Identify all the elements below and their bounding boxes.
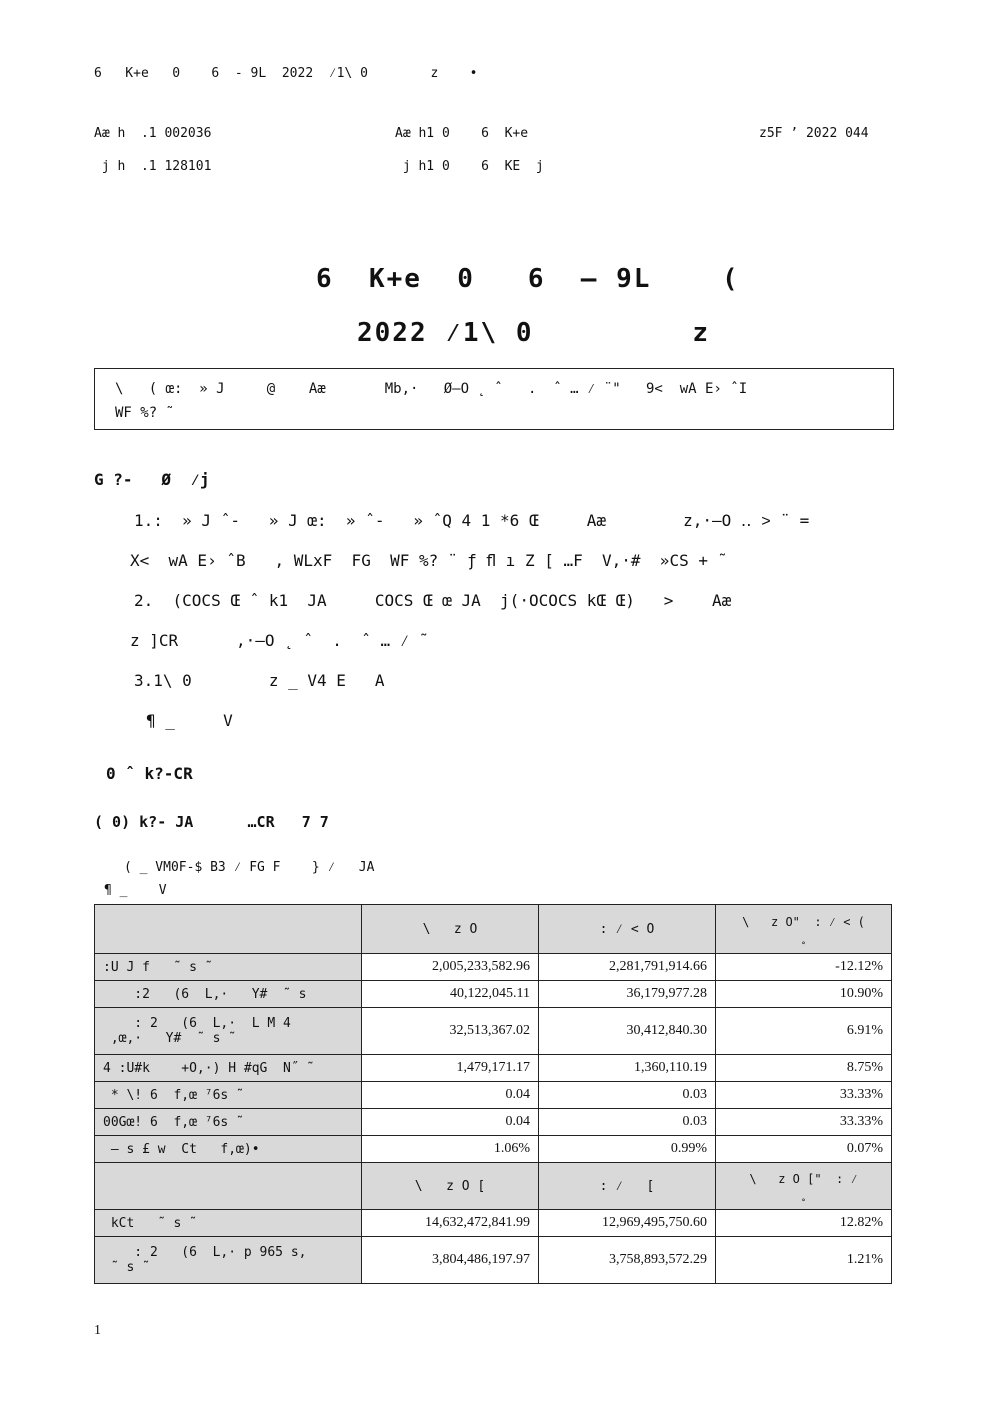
cell-change: 33.33% bbox=[716, 1082, 892, 1109]
cell-previous: 0.03 bbox=[539, 1109, 716, 1136]
cell-change: 1.21% bbox=[716, 1237, 892, 1284]
cell-previous: 30,412,840.30 bbox=[539, 1008, 716, 1055]
table-header-row bbox=[95, 905, 892, 954]
row-label: : 2 (6 L,· p 965 s, ˜ s ˜ bbox=[95, 1237, 362, 1284]
table-header-row bbox=[95, 1163, 892, 1210]
table-row bbox=[95, 954, 892, 981]
section2-heading: 0 ˆ k?-CR bbox=[106, 764, 193, 783]
document-title-line2: 2022 ⁄1\ 0 z bbox=[357, 318, 711, 348]
header-cell bbox=[95, 905, 362, 954]
stock-code-a: Aæ h .1 002036 bbox=[94, 126, 212, 141]
header-cell: \ z O bbox=[362, 905, 539, 954]
cell-current: 3,804,486,197.97 bbox=[362, 1237, 539, 1284]
section1-line: X< wA E› ˆB , WLxF FG WF %? ¨ ƒ ﬂ ı Z [ …F V,·# »CS + ˜ bbox=[130, 551, 728, 570]
table-note: ( _ VM0F-$ B3 ⁄ FG F } ⁄ JA bbox=[124, 860, 375, 875]
table-row bbox=[95, 1055, 892, 1082]
table-row bbox=[95, 1109, 892, 1136]
financial-table bbox=[94, 904, 892, 1284]
cell-change: 0.07% bbox=[716, 1136, 892, 1163]
notice-box bbox=[94, 368, 894, 430]
cell-current: 0.04 bbox=[362, 1082, 539, 1109]
table-row bbox=[95, 1008, 892, 1055]
cell-current: 1.06% bbox=[362, 1136, 539, 1163]
header-cell: : ⁄ [ bbox=[539, 1163, 716, 1210]
stock-name-b: j h1 0 6 KE j bbox=[395, 159, 544, 174]
cell-current: 14,632,472,841.99 bbox=[362, 1210, 539, 1237]
cell-previous: 36,179,977.28 bbox=[539, 981, 716, 1008]
row-label: kCt ˜ s ˜ bbox=[95, 1210, 362, 1237]
cell-change: 33.33% bbox=[716, 1109, 892, 1136]
stock-name-a: Aæ h1 0 6 K+e bbox=[395, 126, 529, 141]
section1-line: 3.1\ 0 z _ V4 E A bbox=[134, 671, 385, 690]
section1-line: z ]CR ,·–O ˛ ˆ . ˆ … ⁄ ˜ bbox=[130, 631, 429, 650]
header-cell bbox=[95, 1163, 362, 1210]
section1-line: 1.: » J ˆ- » J œ: » ˆ- » ˆQ 4 1 *6 Œ Aæ z,·–O ‥ ˃ ¨ = bbox=[134, 511, 810, 530]
row-label: : 2 (6 L,· L M 4 ,œ,· Y# ˜ s ˜ bbox=[95, 1008, 362, 1055]
table-row bbox=[95, 1237, 892, 1284]
cell-change: 10.90% bbox=[716, 981, 892, 1008]
cell-previous: 12,969,495,750.60 bbox=[539, 1210, 716, 1237]
header-cell: : ⁄ < O bbox=[539, 905, 716, 954]
cell-change: 8.75% bbox=[716, 1055, 892, 1082]
cell-current: 2,005,233,582.96 bbox=[362, 954, 539, 981]
row-label: :U J f ˜ s ˜ bbox=[95, 954, 362, 981]
cell-change: -12.12% bbox=[716, 954, 892, 981]
cell-previous: 2,281,791,914.66 bbox=[539, 954, 716, 981]
notice-line2: WF %? ˜ bbox=[115, 405, 175, 421]
header-cell: \ z O" : ⁄ < ( ˳ bbox=[716, 905, 892, 954]
announcement-number: z5F ’ 2022 044 bbox=[759, 126, 869, 141]
table-row bbox=[95, 1210, 892, 1237]
cell-previous: 0.99% bbox=[539, 1136, 716, 1163]
section1-line: 2. (COCS Œ ˆ k1 JA COCS Œ œ JA j(·OCOCS kŒ Œ) > Aæ bbox=[134, 591, 732, 610]
section1-line: ¶ _ V bbox=[146, 711, 233, 730]
header-cell: \ z O [ bbox=[362, 1163, 539, 1210]
cell-current: 32,513,367.02 bbox=[362, 1008, 539, 1055]
table-row bbox=[95, 981, 892, 1008]
cell-current: 0.04 bbox=[362, 1109, 539, 1136]
table-row bbox=[95, 1136, 892, 1163]
section1-heading: G ?- Ø ⁄j bbox=[94, 470, 210, 489]
running-title: 6 K+e 0 6 - 9L 2022 ⁄1\ 0 z • bbox=[94, 66, 478, 81]
table-unit-note: ¶ _ V bbox=[104, 883, 167, 898]
cell-previous: 3,758,893,572.29 bbox=[539, 1237, 716, 1284]
document-title-line1: 6 K+e 0 6 – 9L ( bbox=[316, 264, 740, 294]
row-label: * \! 6 f,œ ⁷6s ˜ bbox=[95, 1082, 362, 1109]
cell-current: 1,479,171.17 bbox=[362, 1055, 539, 1082]
header-cell: \ z O [" : ⁄ ˳ bbox=[716, 1163, 892, 1210]
page-number: 1 bbox=[94, 1323, 101, 1338]
row-label: :2 (6 L,· Y# ˜ s bbox=[95, 981, 362, 1008]
cell-change: 12.82% bbox=[716, 1210, 892, 1237]
section2-subheading: ( 0) k?- JA …CR 7 7 bbox=[94, 813, 329, 831]
notice-line1: \ ( œ: » J @ Aæ Mb,· Ø–O ˛ ˆ . ˆ … ⁄ ¨" 9< wA E› ˆI bbox=[115, 381, 748, 397]
stock-code-b: j h .1 128101 bbox=[94, 159, 212, 174]
row-label: 4 :U#k +O,·) H #qG N˝ ˜ bbox=[95, 1055, 362, 1082]
cell-current: 40,122,045.11 bbox=[362, 981, 539, 1008]
cell-change: 6.91% bbox=[716, 1008, 892, 1055]
table-row bbox=[95, 1082, 892, 1109]
row-label: – s £ w Ct f,œ)• bbox=[95, 1136, 362, 1163]
cell-previous: 0.03 bbox=[539, 1082, 716, 1109]
cell-previous: 1,360,110.19 bbox=[539, 1055, 716, 1082]
row-label: 00Gœ! 6 f,œ ⁷6s ˜ bbox=[95, 1109, 362, 1136]
